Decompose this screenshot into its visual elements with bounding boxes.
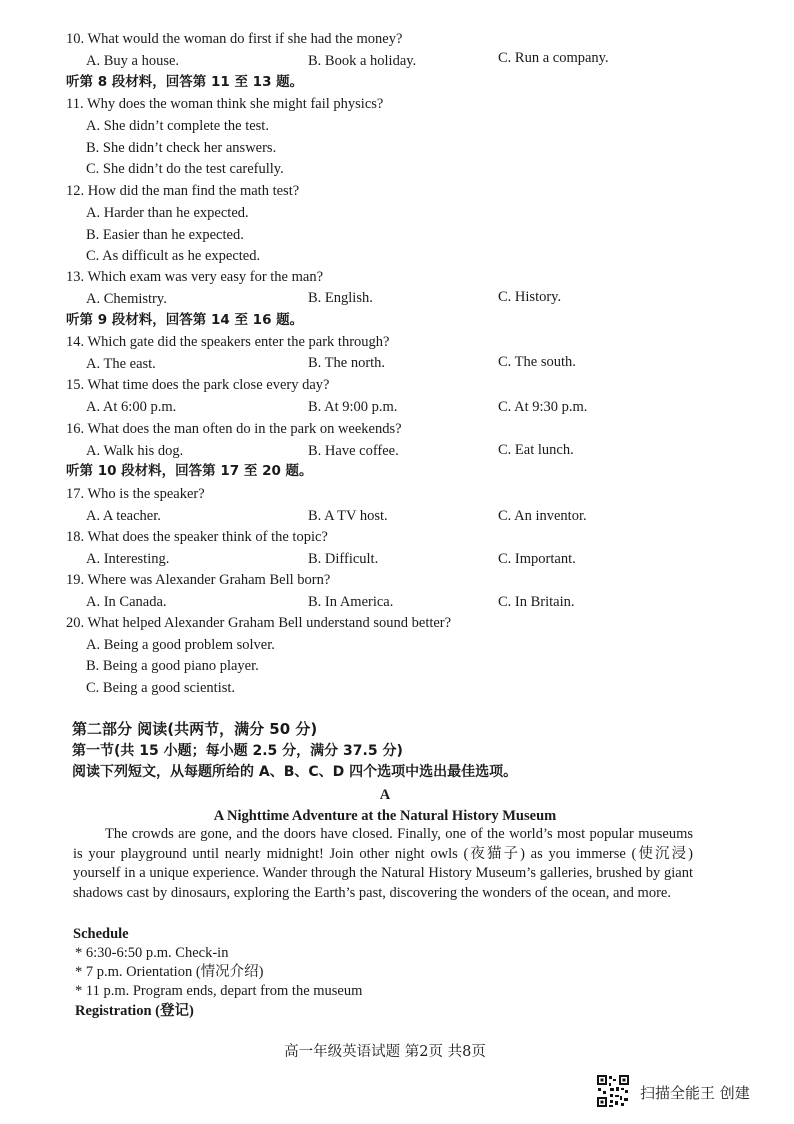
- q12-option-a: A. Harder than he expected.: [86, 205, 249, 221]
- question-16: 16. What does the man often do in the park on weekends?: [66, 421, 402, 437]
- q16-option-c: C. Eat lunch.: [498, 442, 574, 458]
- q10-option-a: A. Buy a house.: [86, 53, 180, 69]
- q19-option-a: A. In Canada.: [86, 594, 167, 610]
- q10-option-c: C. Run a company.: [498, 50, 609, 66]
- passage-paragraph: The crowds are gone, and the doors have closed. Finally, one of the world’s most popular museums is your playground until nearly midnight! Join other night owls (夜猫子) as you immerse (使沉浸) yourself in a unique experience. Wander through the Natural History Museum’s galleries, brushed by giant shadows cast by dinosaurs, exploring the Earth’s past, discovering the wonders of the ocean, and more.: [73, 826, 693, 901]
- reading-instruction: 阅读下列短文，从每题所给的 A、B、C、D 四个选项中选出最佳选项。: [72, 764, 518, 780]
- question-18: 18. What does the speaker think of the topic?: [66, 529, 328, 545]
- question-15: 15. What time does the park close every day?: [66, 377, 330, 393]
- section-8-heading: 听第 8 段材料，回答第 11 至 13 题。: [66, 74, 304, 90]
- q18-option-a: A. Interesting.: [86, 551, 170, 567]
- question-13: 13. Which exam was very easy for the man?: [66, 269, 324, 285]
- section-10-heading: 听第 10 段材料，回答第 17 至 20 题。: [66, 463, 313, 479]
- q15-option-c: C. At 9:30 p.m.: [498, 399, 588, 415]
- schedule-item: * 11 p.m. Program ends, depart from the museum: [75, 983, 363, 999]
- schedule-item: * 6:30-6:50 p.m. Check-in: [75, 945, 229, 961]
- schedule-item: * 7 p.m. Orientation (情况介绍): [75, 964, 264, 980]
- passage-letter: A: [379, 787, 391, 803]
- q16-option-a: A. Walk his dog.: [86, 443, 184, 459]
- q13-option-c: C. History.: [498, 289, 562, 305]
- question-11: 11. Why does the woman think she might fail physics?: [66, 96, 384, 112]
- section-1-heading: 第一节(共 15 小题；每小题 2.5 分，满分 37.5 分): [72, 743, 403, 759]
- q19-option-b: B. In America.: [308, 594, 394, 610]
- q11-option-b: B. She didn’t check her answers.: [86, 140, 277, 156]
- q17-option-b: B. A TV host.: [308, 508, 388, 524]
- registration-heading: Registration (登记): [75, 1003, 194, 1019]
- q14-option-b: B. The north.: [308, 355, 386, 371]
- q16-option-b: B. Have coffee.: [308, 443, 399, 459]
- q10-option-b: B. Book a holiday.: [308, 53, 417, 69]
- q11-option-c: C. She didn’t do the test carefully.: [86, 161, 284, 177]
- q18-option-b: B. Difficult.: [308, 551, 379, 567]
- q19-option-c: C. In Britain.: [498, 594, 575, 610]
- q12-option-c: C. As difficult as he expected.: [86, 248, 261, 264]
- q14-option-a: A. The east.: [86, 356, 156, 372]
- q13-option-a: A. Chemistry.: [86, 291, 167, 307]
- question-10: 10. What would the woman do first if she had the money?: [66, 31, 403, 47]
- q18-option-c: C. Important.: [498, 551, 576, 567]
- qr-code-icon: [596, 1074, 630, 1108]
- question-12: 12. How did the man find the math test?: [66, 183, 300, 199]
- scanner-watermark-label: 扫描全能王 创建: [640, 1084, 750, 1102]
- q14-option-c: C. The south.: [498, 354, 576, 370]
- q20-option-a: A. Being a good problem solver.: [86, 637, 275, 653]
- part-2-title: 第二部分 阅读(共两节，满分 50 分): [72, 720, 318, 738]
- q20-option-c: C. Being a good scientist.: [86, 680, 236, 696]
- schedule-heading: Schedule: [73, 926, 129, 942]
- q12-option-b: B. Easier than he expected.: [86, 227, 244, 243]
- passage-title: A Nighttime Adventure at the Natural History Museum: [213, 808, 557, 824]
- q15-option-a: A. At 6:00 p.m.: [86, 399, 177, 415]
- q15-option-b: B. At 9:00 p.m.: [308, 399, 398, 415]
- q11-option-a: A. She didn’t complete the test.: [86, 118, 269, 134]
- question-19: 19. Where was Alexander Graham Bell born?: [66, 572, 331, 588]
- question-14: 14. Which gate did the speakers enter the park through?: [66, 334, 390, 350]
- q17-option-c: C. An inventor.: [498, 508, 587, 524]
- question-17: 17. Who is the speaker?: [66, 486, 205, 502]
- question-20: 20. What helped Alexander Graham Bell understand sound better?: [66, 615, 452, 631]
- q20-option-b: B. Being a good piano player.: [86, 658, 259, 674]
- q17-option-a: A. A teacher.: [86, 508, 161, 524]
- page-footer: 高一年级英语试题 第2页 共8页: [284, 1044, 486, 1060]
- q13-option-b: B. English.: [308, 290, 373, 306]
- section-9-heading: 听第 9 段材料，回答第 14 至 16 题。: [66, 312, 304, 328]
